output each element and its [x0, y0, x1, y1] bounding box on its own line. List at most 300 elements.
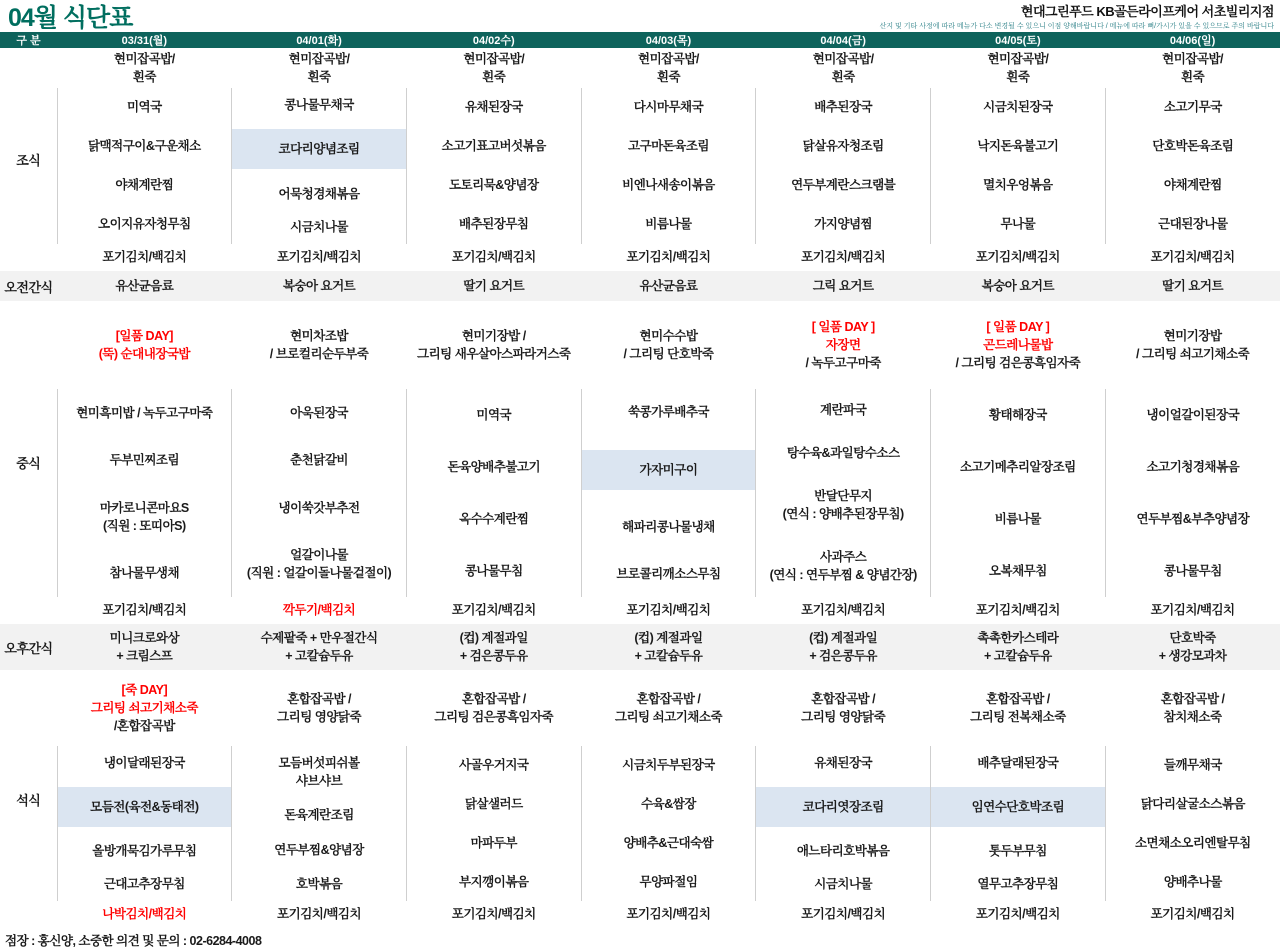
day-cell [57, 88, 232, 244]
menu-line: 포기김치/백김치 [277, 250, 362, 265]
menu-line: 닭다리살굴소스볶음 [1140, 797, 1245, 812]
menu-line: 포기김치/백김치 [975, 907, 1060, 922]
menu-line: 포기김치/백김치 [1150, 250, 1235, 265]
menu-line: 아욱된장국 [290, 405, 348, 420]
menu-line: 연두부찜&부추양념장 [1136, 511, 1250, 526]
kimchi-cell [57, 597, 232, 624]
rice-cell [581, 48, 756, 88]
menu-line: 미역국 [126, 100, 162, 115]
menu-line: 사과주스 [820, 550, 867, 565]
menu-line: 혼합잡곡밥 / [636, 691, 701, 706]
menu-item [1106, 176, 1280, 194]
kimchi-cell [1105, 244, 1280, 271]
page-title: 04월 식단표 [8, 4, 133, 32]
menu-line: 계란파국 [820, 403, 867, 418]
menu-item [407, 98, 581, 116]
menu-item [756, 50, 931, 86]
menu-line: 유산균음료 [639, 278, 698, 293]
menu-stack [1106, 88, 1280, 244]
menu-line: 임연수단호박조림 [971, 799, 1065, 814]
kimchi-cell [581, 244, 756, 271]
menu-item [406, 50, 581, 86]
menu-line: 가자미구이 [639, 462, 698, 477]
menu-item [407, 873, 581, 891]
menu-line: [ 일품 DAY ] [986, 319, 1050, 334]
menu-item [1106, 458, 1280, 476]
menu-item [582, 176, 756, 194]
menu-line: 배추된장국 [814, 100, 873, 115]
menu-item [756, 629, 931, 665]
table-header [0, 32, 1280, 48]
menu-line: + 고칼슘두유 [984, 649, 1052, 663]
section-label: 중식 [16, 456, 41, 471]
menu-stack [58, 389, 232, 597]
menu-line: /혼합잡곡밥 [113, 719, 175, 734]
menu-item [58, 842, 232, 860]
menu-line: 무양파절임 [639, 874, 698, 889]
menu-line: 샤브샤브 [295, 774, 343, 789]
menu-line: 흰죽 [132, 70, 156, 84]
rice-cell [1105, 48, 1280, 88]
kimchi-cell [57, 901, 232, 928]
menu-line: 옥수수계란찜 [459, 511, 529, 526]
menu-line: 소고기메추리알장조림 [959, 459, 1076, 474]
menu-line: 혼합잡곡밥 / [811, 691, 876, 706]
footer-contact: 점장 : 홍신양, 소중한 의견 및 문의 : 02-6284-4008 [5, 934, 262, 948]
menu-line: 참치채소죽 [1163, 710, 1222, 724]
menu-line: 그리팅 쇠고기채소죽 [90, 700, 198, 715]
menu-line: + 크림스프 [116, 649, 173, 663]
highlighted-menu-item [232, 129, 406, 169]
menu-stack [232, 746, 406, 901]
day-cell [931, 746, 1106, 901]
menu-item [57, 50, 232, 86]
menu-stack [1106, 389, 1280, 597]
rice-cell [931, 301, 1106, 389]
menu-item [232, 690, 407, 726]
menu-item [407, 458, 581, 476]
menu-line: 쑥콩가루배추국 [627, 405, 709, 420]
menu-line: 소고기표고버섯볶음 [441, 139, 546, 154]
menu-item [931, 176, 1105, 194]
menu-item [582, 403, 756, 421]
menu-line: 두부민찌조림 [109, 453, 180, 468]
menu-item [582, 795, 756, 813]
highlighted-menu-item [931, 787, 1105, 827]
kimchi-cell [581, 597, 756, 624]
menu-body-row [0, 389, 1280, 597]
top-header [0, 0, 1280, 32]
menu-line: 비름나물 [994, 511, 1042, 526]
menu-item [756, 754, 930, 772]
menu-line: 시금치나물 [814, 877, 873, 892]
menu-line: 유채된장국 [464, 100, 523, 115]
menu-item [756, 401, 930, 419]
menu-item [931, 277, 1106, 295]
menu-line: 현미흑미밥 / 녹두고구마죽 [76, 405, 213, 420]
menu-item [582, 565, 756, 583]
snack-cell [931, 271, 1106, 301]
column-header-date: 04/02수) [406, 32, 581, 48]
menu-item [232, 499, 406, 517]
menu-item [58, 98, 232, 116]
rice-cell [406, 301, 581, 389]
menu-line: 마카로니콘마요S [99, 500, 189, 515]
rice-cell [581, 301, 756, 389]
menu-item [756, 137, 930, 155]
day-cell [232, 746, 407, 901]
menu-item [581, 601, 756, 619]
rice-row [0, 301, 1280, 389]
menu-item [58, 451, 232, 469]
menu-line: 가지양념찜 [814, 217, 873, 232]
menu-line: 시금치된장국 [983, 100, 1053, 115]
day-cell [1105, 389, 1280, 597]
menu-line: 현미수수밥 [639, 328, 698, 343]
menu-line: 현미잡곡밥/ [638, 51, 699, 66]
menu-item [582, 834, 756, 852]
menu-item [931, 562, 1105, 580]
menu-item [581, 629, 756, 665]
menu-item [57, 905, 232, 923]
menu-item [582, 518, 756, 536]
day-cell [406, 389, 581, 597]
menu-item [931, 137, 1105, 155]
menu-line: 소고기청경채볶음 [1146, 459, 1240, 474]
header-row [0, 32, 1280, 48]
rice-cell [57, 301, 232, 389]
day-cell [756, 389, 931, 597]
menu-line: 모듬버섯피쉬볼 [278, 756, 360, 771]
menu-item [232, 629, 407, 665]
kimchi-cell [756, 244, 931, 271]
menu-line: 흰죽 [482, 70, 506, 84]
day-cell [57, 746, 232, 901]
menu-line: 혼합잡곡밥 / [461, 691, 526, 706]
menu-line: (직원 : 또띠아S) [103, 518, 186, 533]
column-header-gubun: 구 분 [0, 32, 57, 48]
menu-item [58, 875, 232, 893]
menu-stack [1106, 746, 1280, 901]
menu-line: [죽 DAY] [121, 682, 168, 697]
menu-line: (직원 : 얼갈이돌나물겉절이) [246, 566, 392, 581]
menu-line: 포기김치/백김치 [626, 603, 711, 618]
kimchi-cell [1105, 901, 1280, 928]
menu-line: (연식 : 양배추된장무침) [782, 507, 904, 522]
menu-stack [756, 389, 930, 597]
kimchi-cell [232, 597, 407, 624]
menu-item [756, 444, 930, 462]
snack-row [0, 271, 1280, 301]
menu-item [1105, 905, 1280, 923]
menu-line: 포기김치/백김치 [451, 907, 536, 922]
menu-line: 현미잡곡밥/ [288, 51, 350, 66]
menu-line: + 고칼슘두유 [634, 649, 703, 663]
rice-cell [931, 670, 1106, 746]
menu-line: 연두부계란스크램블 [791, 178, 896, 193]
menu-item [232, 806, 406, 824]
menu-line: / 그리팅 단호박죽 [623, 347, 714, 361]
menu-line: 포기김치/백김치 [626, 907, 711, 922]
menu-item [407, 795, 581, 813]
rice-cell [57, 670, 232, 746]
menu-item [58, 754, 232, 772]
menu-line: + 검은콩두유 [809, 649, 877, 663]
menu-line: 올방개묵김가루무침 [92, 844, 197, 859]
snack-cell [57, 271, 232, 301]
menu-line: 도토리묵&양념장 [448, 178, 539, 193]
menu-line: 부지깽이볶음 [459, 874, 529, 889]
rice-cell [756, 301, 931, 389]
menu-line: 시금치나물 [290, 220, 348, 235]
menu-line: 현미차조밥 [290, 328, 348, 343]
menu-item [931, 601, 1106, 619]
menu-item [406, 277, 581, 295]
rice-cell [232, 301, 407, 389]
menu-line: 코다리엿장조림 [802, 799, 884, 814]
menu-item [57, 277, 232, 295]
menu-stack [931, 389, 1105, 597]
menu-body-row [0, 88, 1280, 244]
menu-stack [931, 746, 1105, 901]
menu-stack [58, 746, 232, 901]
kimchi-cell [756, 901, 931, 928]
menu-item [1106, 137, 1280, 155]
menu-line: (컵) 계절과일 [459, 630, 528, 645]
rice-row [0, 670, 1280, 746]
menu-line: 그릭 요거트 [812, 278, 874, 293]
snack-cell [406, 624, 581, 670]
rice-cell [57, 48, 232, 88]
kimchi-cell [232, 244, 407, 271]
rice-cell [406, 670, 581, 746]
menu-line: 포기김치/백김치 [801, 250, 886, 265]
menu-line: 고구마돈육조림 [627, 139, 709, 154]
menu-line: 그리팅 쇠고기채소죽 [614, 710, 723, 724]
menu-item [232, 248, 407, 266]
kimchi-cell [756, 597, 931, 624]
snack-cell [1105, 271, 1280, 301]
meal-plan-table [0, 32, 1280, 928]
menu-line: 배추달래된장국 [977, 755, 1059, 770]
menu-line: 현미잡곡밥/ [1162, 51, 1224, 66]
menu-item [57, 601, 232, 619]
menu-stack [407, 88, 581, 244]
rice-cell [931, 48, 1106, 88]
menu-line: 곤드레나물밥 [983, 337, 1053, 352]
menu-line: 촉촉한카스테라 [977, 630, 1059, 645]
menu-line: 양배추나물 [1163, 874, 1222, 889]
menu-item [1106, 98, 1280, 116]
menu-line: (연식 : 연두부찜 & 양념간장) [769, 568, 917, 583]
menu-line: 포기김치/백김치 [1150, 907, 1235, 922]
section-label: 오전간식 [0, 271, 57, 301]
menu-item [57, 327, 232, 363]
menu-item [581, 690, 756, 726]
snack-cell [406, 271, 581, 301]
menu-line: 미니크로와상 [109, 630, 180, 645]
menu-line: 단호박돈육조림 [1152, 139, 1234, 154]
menu-line: 양배추&근대숙쌈 [623, 835, 714, 850]
column-header-date: 04/03(목) [581, 32, 756, 48]
day-cell [931, 389, 1106, 597]
menu-line: 현미잡곡밥/ [987, 51, 1049, 66]
menu-line: 딸기 요거트 [1162, 278, 1224, 293]
menu-item [581, 905, 756, 923]
kimchi-cell [57, 244, 232, 271]
day-cell [57, 389, 232, 597]
menu-line: / 녹두고구마죽 [805, 356, 881, 371]
menu-item [407, 137, 581, 155]
menu-line: 현미잡곡밥/ [812, 51, 874, 66]
menu-line: (뚝) 순대내장국밥 [98, 347, 191, 361]
menu-item [1106, 834, 1280, 852]
menu-line: 포기김치/백김치 [975, 603, 1060, 618]
menu-item [581, 327, 756, 363]
menu-item [582, 756, 756, 774]
menu-line: 깍두기/백김치 [282, 603, 356, 618]
menu-line: 멸치우엉볶음 [983, 178, 1053, 193]
menu-line: 오이지유자청무침 [98, 217, 191, 232]
day-cell [581, 746, 756, 901]
menu-line: 배추된장무침 [459, 217, 529, 232]
column-header-date: 03/31(월) [57, 32, 232, 48]
kimchi-cell [406, 244, 581, 271]
snack-cell [1105, 624, 1280, 670]
kimchi-cell [1105, 597, 1280, 624]
menu-line: 열무고추장무침 [977, 877, 1059, 892]
day-cell [1105, 746, 1280, 901]
menu-stack [582, 389, 756, 597]
menu-item [931, 406, 1105, 424]
day-cell [581, 389, 756, 597]
rice-cell [232, 48, 407, 88]
menu-line: 포기김치/백김치 [451, 603, 536, 618]
menu-item [57, 629, 232, 665]
menu-item [931, 690, 1106, 726]
menu-item [406, 601, 581, 619]
menu-item [1106, 873, 1280, 891]
menu-item [931, 458, 1105, 476]
rice-cell [756, 670, 931, 746]
menu-line: 어묵청경채볶음 [278, 186, 360, 201]
snack-cell [57, 624, 232, 670]
rice-cell [756, 48, 931, 88]
menu-item [756, 487, 930, 523]
menu-body-row [0, 746, 1280, 901]
menu-line: 브로콜리깨소스무침 [616, 566, 721, 581]
notice-text: 산지 및 기타 사정에 따라 메뉴가 다소 변경될 수 있으니 이점 양해바랍니다 / 메뉴에 따라 뼈/가시가 있을 수 있으므로 주의 바랍니다 [879, 23, 1274, 30]
menu-item [232, 754, 406, 790]
menu-item [581, 50, 756, 86]
menu-item [931, 510, 1105, 528]
menu-item [232, 546, 406, 582]
menu-line: 포기김치/백김치 [451, 250, 536, 265]
menu-item [58, 137, 232, 155]
menu-line: 냉이쑥갓부추전 [278, 500, 360, 515]
menu-line: 모듬전(육전&동태전) [90, 799, 199, 814]
menu-stack [407, 746, 581, 901]
menu-line: 야채계란찜 [1163, 178, 1222, 193]
menu-line: 콩나물무침 [1163, 563, 1222, 578]
menu-item [1106, 215, 1280, 233]
menu-stack [232, 389, 406, 597]
menu-stack [756, 88, 930, 244]
menu-line: 해파리콩나물냉채 [622, 520, 715, 535]
menu-item [756, 98, 930, 116]
snack-row [0, 624, 1280, 670]
menu-line: 콩나물무채국 [284, 97, 354, 112]
menu-item [232, 875, 406, 893]
menu-item [582, 98, 756, 116]
menu-item [232, 451, 406, 469]
menu-line: 냉이달래된장국 [103, 755, 185, 770]
menu-item [406, 327, 581, 363]
menu-item [1105, 629, 1280, 665]
menu-item [581, 248, 756, 266]
menu-item [232, 905, 407, 923]
menu-line: 코다리양념조림 [278, 142, 360, 157]
day-cell [406, 746, 581, 901]
menu-line: 포기김치/백김치 [1150, 603, 1235, 618]
menu-item [406, 905, 581, 923]
kimchi-row [0, 597, 1280, 624]
menu-item [582, 137, 756, 155]
menu-line: (컵) 계절과일 [809, 630, 878, 645]
column-header-date: 04/04(금) [756, 32, 931, 48]
section-label: 석식 [16, 792, 41, 808]
rice-cell [406, 48, 581, 88]
menu-line: 반달단무지 [814, 489, 873, 504]
kimchi-cell [931, 244, 1106, 271]
menu-line: 흰죽 [656, 70, 681, 84]
menu-item [1105, 601, 1280, 619]
menu-item [58, 499, 232, 535]
menu-stack [931, 88, 1105, 244]
menu-item [1105, 690, 1280, 726]
menu-line: 근대고추장무침 [103, 877, 185, 892]
menu-item [582, 873, 756, 891]
menu-line: 그리팅 전복채소죽 [970, 710, 1066, 724]
menu-item [1105, 277, 1280, 295]
menu-item [232, 404, 406, 422]
menu-line: 현미잡곡밥/ [463, 51, 525, 66]
menu-item [1106, 510, 1280, 528]
menu-item [407, 176, 581, 194]
menu-line: 수제팥죽 + 만우절간식 [260, 630, 378, 645]
menu-line: 흰죽 [307, 70, 331, 84]
kimchi-cell [931, 901, 1106, 928]
column-header-date: 04/05(토) [931, 32, 1106, 48]
menu-item [58, 215, 232, 233]
menu-item [756, 176, 930, 194]
menu-line: 흰죽 [1181, 70, 1205, 84]
menu-item [407, 510, 581, 528]
rice-cell [1105, 670, 1280, 746]
menu-item [931, 248, 1106, 266]
menu-stack [232, 88, 406, 244]
menu-stack [582, 88, 756, 244]
menu-item [756, 601, 931, 619]
menu-item [756, 318, 931, 372]
kimchi-cell [581, 901, 756, 928]
menu-item [1106, 795, 1280, 813]
menu-line: (컵) 계절과일 [634, 630, 703, 645]
menu-item [406, 248, 581, 266]
menu-item [931, 98, 1105, 116]
menu-item [232, 96, 406, 114]
menu-line: / 브로컬리순두부죽 [269, 347, 369, 361]
